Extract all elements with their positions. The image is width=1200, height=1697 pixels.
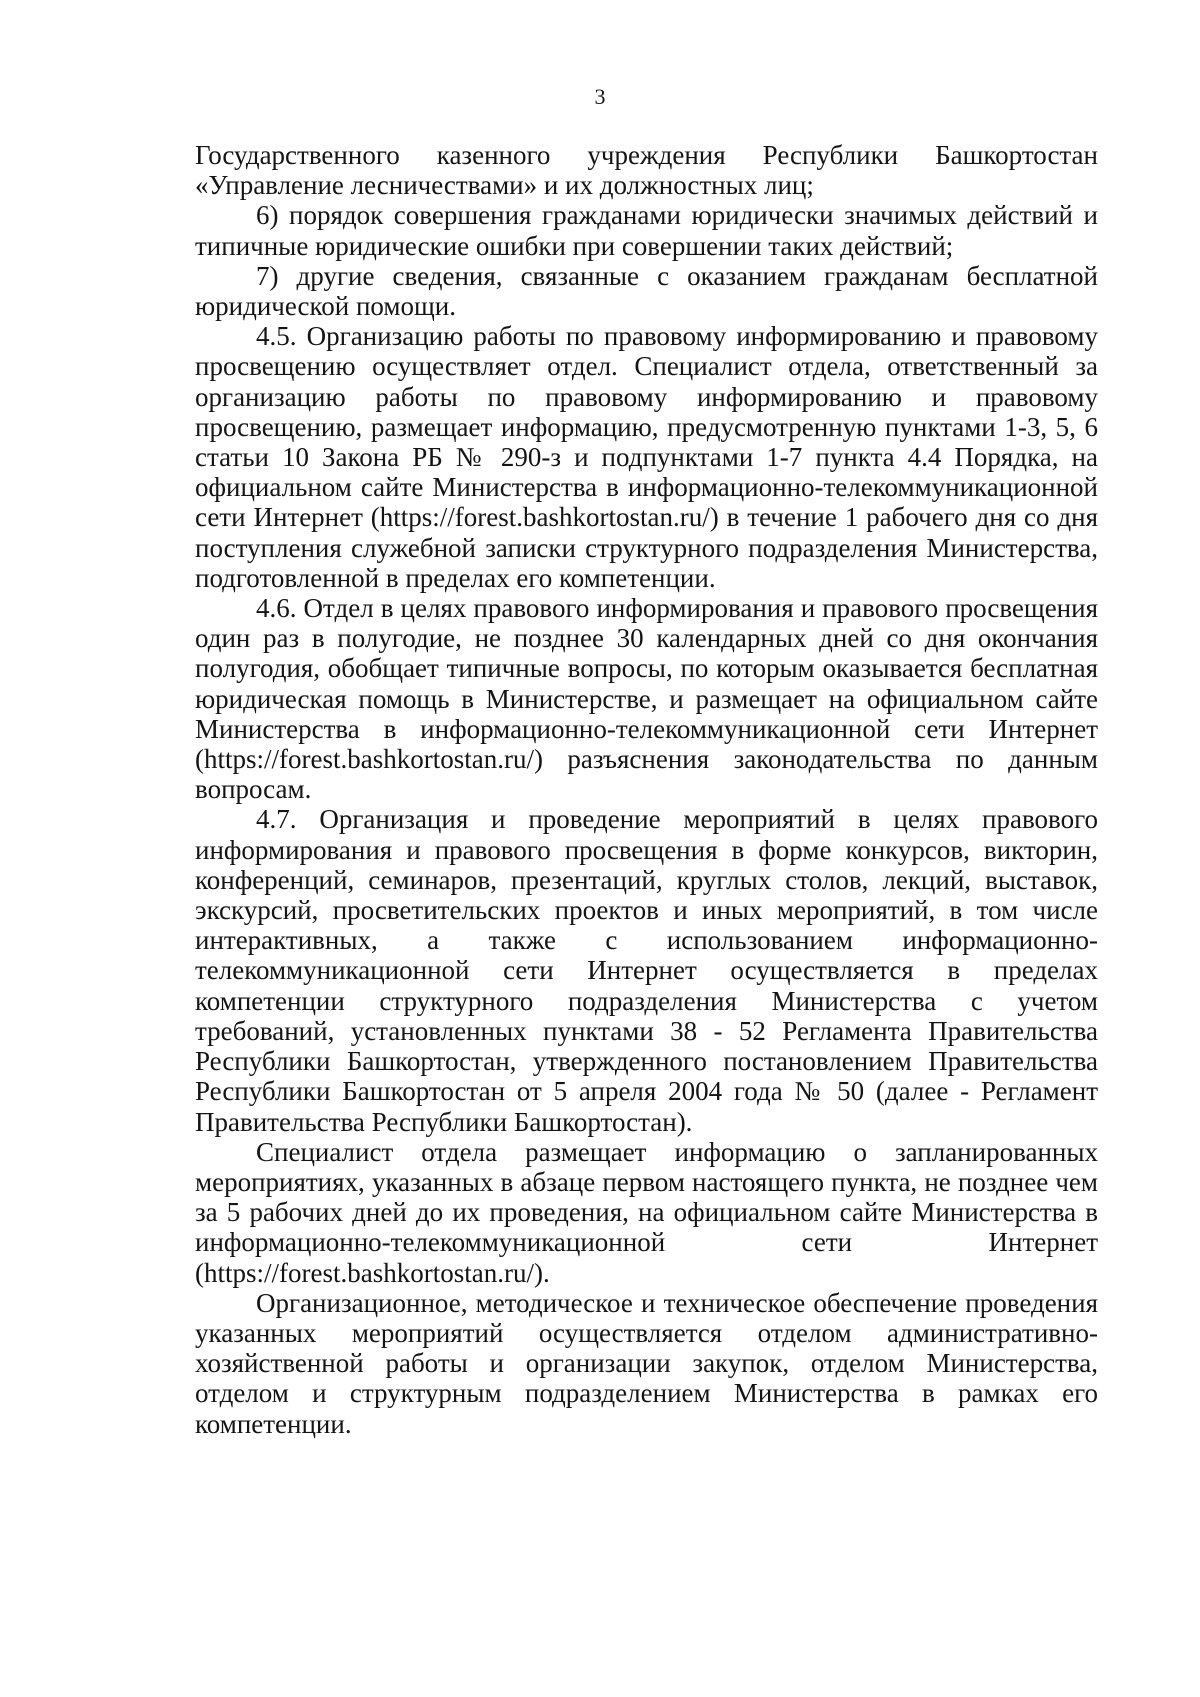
paragraph-clause-4-6: 4.6. Отдел в целях правового информирования и правового просвещения один раз в полугодие, не позднее 30 календарных дней со дня окончания полугодия, обобщает типичные вопросы, по которым оказывается бесплатная юридическая помощь в Министерстве, и размещает на официальном сайте Министерства в информационно-телекоммуникационной сети Интернет (https://forest.bashkortostan.ru/) разъяснения законодательства по данным вопросам.	[195, 593, 1098, 805]
paragraph-clause-4-5: 4.5. Организацию работы по правовому информированию и правовому просвещению осуществляет отдел. Специалист отдела, ответственный за организацию работы по правовому информированию и правовому просвещению, размещает информацию, предусмотренную пунктами 1-3, 5, 6 статьи 10 Закона РБ № 290-з и подпунктами 1-7 пункта 4.4 Порядка, на официальном сайте Министерства в информационно-телекоммуникационной сети Интернет (https://forest.bashkortostan.ru/) в течение 1 рабочего дня со дня поступления служебной записки структурного подразделения Министерства, подготовленной в пределах его компетенции.	[195, 321, 1098, 593]
document-body	[195, 140, 1098, 1439]
paragraph-clause-4-7: 4.7. Организация и проведение мероприятий в целях правового информирования и правового просвещения в форме конкурсов, викторин, конференций, семинаров, презентаций, круглых столов, лекций, выставок, экскурсий, просветительских проектов и иных мероприятий, в том числе интерактивных, а также с использованием информационно-телекоммуникационной сети Интернет осуществляется в пределах компетенции структурного подразделения Министерства с учетом требований, установленных пунктами 38 - 52 Регламента Правительства Республики Башкортостан, утвержденного постановлением Правительства Республики Башкортостан от 5 апреля 2004 года № 50 (далее - Регламент Правительства Республики Башкортостан).	[195, 804, 1098, 1137]
paragraph-continuation: Государственного казенного учреждения Республики Башкортостан «Управление лесничествами» и их должностных лиц;	[195, 140, 1098, 201]
paragraph-item-7: 7) другие сведения, связанные с оказанием гражданам бесплатной юридической помощи.	[195, 260, 1098, 322]
paragraph-organizational-support: Организационное, методическое и техническое обеспечение проведения указанных мероприятий осуществляется отделом административно-хозяйственной работы и организации закупок, отделом Министерства, отделом и структурным подразделением Министерства в рамках его компетенции.	[195, 1287, 1098, 1439]
page-number: 3	[594, 84, 606, 109]
paragraph-item-6: 6) порядок совершения гражданами юридически значимых действий и типичные юридические ошибки при совершении таких действий;	[195, 200, 1098, 261]
paragraph-specialist-placement: Специалист отдела размещает информацию о запланированных мероприятиях, указанных в абзаце первом настоящего пункта, не позднее чем за 5 рабочих дней до их проведения, на официальном сайте Министерства в информационно-телекоммуникационной сети Интернет (https://forest.bashkortostan.ru/).	[195, 1136, 1098, 1288]
